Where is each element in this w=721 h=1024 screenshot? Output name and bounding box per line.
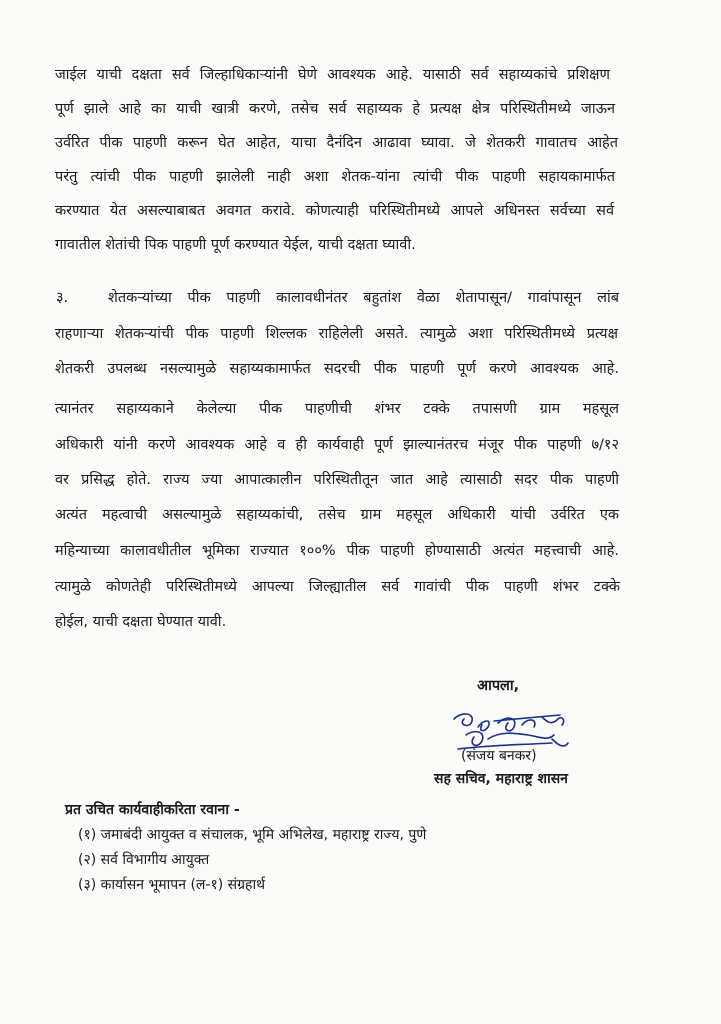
paragraph-1-line: पूर्ण झाले आहे का याची खात्री करणे, तसेच सर्व सहाय्यक हे प्रत्यक्ष क्षेत्र परिस्थितीमध्ये जाऊन xyxy=(55,101,615,117)
paragraph-3-line: शेतकरी उपलब्ध नसल्यामुळे सहाय्यकामार्फत सदरची पीक पाहणी पूर्ण करणे आवश्यक आहे. xyxy=(55,361,619,377)
copy-to-item: (२) सर्व विभागीय आयुक्त xyxy=(78,852,210,868)
paragraph-3-line: अत्यंत महत्वाची असल्यामुळे सहाय्यकांची, तसेच ग्राम महसूल अधिकारी यांची उर्वरित एक xyxy=(55,507,619,523)
paragraph-3-line: होईल, याची दक्षता घेण्यात यावी. xyxy=(55,614,227,630)
copy-to-item: (१) जमाबंदी आयुक्त व संचालक, भूमि अभिलेख, महाराष्ट्र राज्य, पुणे xyxy=(78,827,427,843)
paragraph-1-line: जाईल याची दक्षता सर्व जिल्हाधिकाऱ्यांनी घेणे आवश्यक आहे. यासाठी सर्व सहाय्यकांचे प्रशिक्षण xyxy=(55,67,610,83)
salutation: आपला, xyxy=(477,678,520,694)
paragraph-1-line: गावातील शेतांची पिक पाहणी पूर्ण करण्यात येईल, याची दक्षता घ्यावी. xyxy=(55,237,416,253)
signatory-name: (संजय बनकर) xyxy=(461,748,537,764)
paragraph-1-line: करण्यात येत असल्याबाबत अवगत करावे. कोणत्याही परिस्थितीमध्ये आपले अधिनस्त सर्वच्या सर्व xyxy=(55,203,614,219)
signatory-designation: सह सचिव, महाराष्ट्र शासन xyxy=(434,771,568,787)
paragraph-3-line: शेतकऱ्यांच्या पीक पाहणी कालावधीनंतर बहुतांश वेळा शेतापासून/ गावांपासून लांब xyxy=(108,290,619,306)
paragraph-3-line: राहणाऱ्या शेतकऱ्यांची पीक पाहणी शिल्लक राहिलेली असते. त्यामुळे अशा परिस्थितीमध्ये प्रत्यक्ष xyxy=(55,326,618,342)
paragraph-3-line: त्यामुळे कोणतेही परिस्थितीमध्ये आपल्या जिल्ह्यातील सर्व गावांची पीक पाहणी शंभर टक्के xyxy=(55,579,620,595)
paragraph-1-line: उर्वरित पीक पाहणी करून घेत आहेत, याचा दैनंदिन आढावा घ्यावा. जे शेतकरी गावातच आहेत xyxy=(55,135,618,151)
copy-to-heading: प्रत उचित कार्यवाहीकरिता रवाना - xyxy=(65,802,240,818)
copy-to-item: (३) कार्यासन भूमापन (ल-१) संग्रहार्थ xyxy=(78,877,266,893)
paragraph-3-line: वर प्रसिद्ध होते. राज्य ज्या आपात्कालीन परिस्थितीतून जात आहे त्यासाठी सदर पीक पाहणी xyxy=(55,472,619,488)
paragraph-1-line: परंतु त्यांची पीक पाहणी झालेली नाही अशा शेतक-यांना त्यांची पीक पाहणी सहायकामार्फत xyxy=(55,169,615,185)
paragraph-number: ३. xyxy=(56,290,69,306)
paragraph-3-line: अधिकारी यांनी करणे आवश्यक आहे व ही कार्यवाही पूर्ण झाल्यानंतरच मंजूर पीक पाहणी ७/१२ xyxy=(55,437,619,453)
paragraph-3-line: महिन्याच्या कालावधीतील भूमिका राज्यात १००% पीक पाहणी होण्यासाठी अत्यंत महत्त्वाची आहे. xyxy=(55,543,619,559)
paragraph-3-line: त्यानंतर सहाय्यकाने केलेल्या पीक पाहणीची शंभर टक्के तपासणी ग्राम महसूल xyxy=(55,401,619,417)
